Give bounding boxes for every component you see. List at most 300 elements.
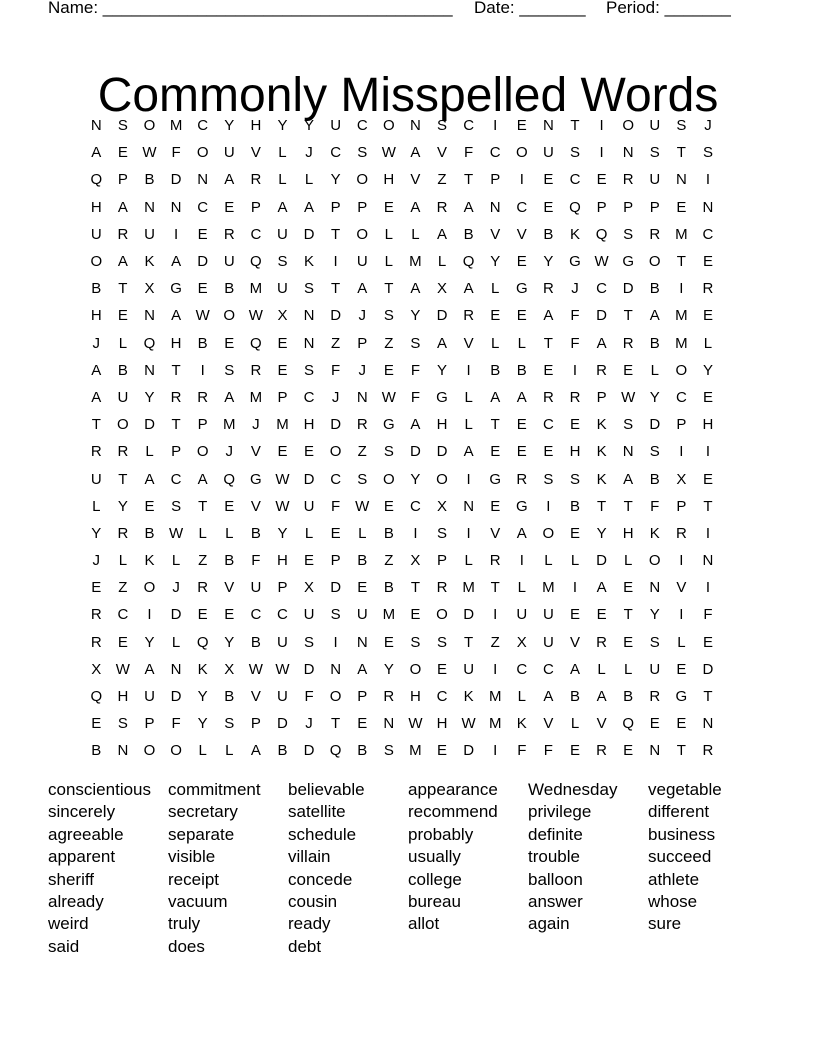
grid-letter[interactable]: A — [144, 660, 155, 678]
grid-letter[interactable]: P — [357, 688, 368, 706]
grid-letter[interactable]: K — [144, 253, 155, 271]
grid-letter[interactable]: W — [195, 307, 210, 325]
grid-letter[interactable]: U — [516, 606, 528, 624]
grid-letter[interactable]: D — [596, 307, 607, 325]
grid-letter[interactable]: D — [436, 307, 448, 325]
grid-letter[interactable]: M — [675, 307, 688, 325]
grid-letter[interactable]: Q — [250, 253, 262, 271]
grid-letter[interactable]: O — [90, 253, 103, 271]
grid-letter[interactable]: Y — [702, 361, 713, 379]
grid-letter[interactable]: N — [649, 579, 661, 597]
grid-letter[interactable]: N — [144, 198, 155, 216]
grid-letter[interactable]: T — [198, 497, 208, 515]
grid-letter[interactable]: L — [198, 524, 207, 542]
grid-letter[interactable]: E — [569, 524, 580, 542]
grid-letter[interactable]: F — [171, 144, 181, 162]
grid-letter[interactable]: D — [170, 606, 182, 624]
grid-letter[interactable]: E — [623, 361, 634, 379]
grid-letter[interactable]: S — [117, 715, 128, 733]
grid-letter[interactable]: E — [383, 198, 394, 216]
grid-letter[interactable]: P — [676, 497, 687, 515]
grid-letter[interactable]: I — [413, 524, 418, 542]
grid-letter[interactable]: A — [117, 253, 128, 271]
grid-letter[interactable]: R — [596, 742, 607, 760]
grid-letter[interactable]: L — [411, 225, 420, 243]
grid-letter[interactable]: Q — [223, 470, 236, 488]
grid-letter[interactable]: T — [464, 633, 474, 651]
grid-letter[interactable]: V — [490, 524, 501, 542]
grid-letter[interactable]: R — [197, 388, 209, 406]
grid-letter[interactable]: L — [225, 742, 234, 760]
grid-letter[interactable]: L — [145, 443, 154, 461]
grid-letter[interactable]: R — [702, 742, 714, 760]
grid-letter[interactable]: O — [409, 660, 422, 678]
grid-letter[interactable]: R — [649, 688, 661, 706]
grid-letter[interactable]: A — [224, 388, 235, 406]
grid-letter[interactable]: U — [223, 144, 235, 162]
grid-letter[interactable]: A — [250, 742, 261, 760]
grid-letter[interactable]: E — [543, 443, 554, 461]
grid-letter[interactable]: L — [491, 280, 500, 298]
grid-letter[interactable]: H — [569, 443, 581, 461]
grid-letter[interactable]: T — [676, 253, 686, 271]
grid-letter[interactable]: V — [569, 633, 580, 651]
grid-letter[interactable]: G — [515, 280, 528, 298]
grid-letter[interactable]: E — [676, 198, 687, 216]
grid-letter[interactable]: Q — [250, 334, 262, 352]
grid-letter[interactable]: X — [516, 633, 527, 651]
grid-letter[interactable]: R — [250, 361, 262, 379]
grid-letter[interactable]: M — [542, 579, 555, 597]
grid-letter[interactable]: V — [596, 715, 607, 733]
grid-letter[interactable]: D — [330, 579, 342, 597]
grid-letter[interactable]: O — [143, 579, 156, 597]
grid-letter[interactable]: T — [703, 688, 713, 706]
grid-letter[interactable]: V — [516, 225, 527, 243]
grid-letter[interactable]: D — [170, 688, 182, 706]
grid-letter[interactable]: M — [223, 416, 236, 434]
grid-letter[interactable]: A — [437, 334, 448, 352]
grid-letter[interactable]: I — [705, 524, 711, 542]
grid-letter[interactable]: N — [410, 117, 421, 135]
grid-letter[interactable]: S — [569, 470, 580, 488]
grid-letter[interactable]: P — [197, 416, 208, 434]
grid-letter[interactable]: F — [410, 388, 420, 406]
grid-letter[interactable]: T — [543, 334, 553, 352]
grid-letter[interactable]: T — [410, 579, 420, 597]
grid-letter[interactable]: E — [649, 715, 660, 733]
grid-letter[interactable]: R — [90, 443, 102, 461]
grid-letter[interactable]: B — [117, 361, 128, 379]
grid-letter[interactable]: B — [516, 361, 527, 379]
grid-letter[interactable]: R — [542, 388, 554, 406]
grid-letter[interactable]: J — [358, 307, 366, 325]
grid-letter[interactable]: M — [249, 388, 263, 406]
grid-letter[interactable]: A — [543, 307, 554, 325]
grid-letter[interactable]: D — [702, 660, 714, 678]
grid-letter[interactable]: U — [277, 633, 288, 651]
grid-letter[interactable]: V — [250, 688, 261, 706]
grid-letter[interactable]: A — [357, 280, 368, 298]
grid-letter[interactable]: Y — [596, 524, 607, 542]
grid-letter[interactable]: B — [144, 524, 155, 542]
grid-letter[interactable]: E — [197, 280, 208, 298]
grid-letter[interactable]: U — [250, 579, 262, 597]
grid-letter[interactable]: Y — [330, 171, 341, 189]
grid-letter[interactable]: L — [384, 225, 393, 243]
grid-letter[interactable]: A — [410, 144, 421, 162]
grid-letter[interactable]: E — [543, 198, 554, 216]
grid-letter[interactable]: Z — [490, 633, 500, 651]
grid-letter[interactable]: J — [358, 361, 366, 379]
grid-letter[interactable]: D — [303, 660, 315, 678]
grid-letter[interactable]: Y — [490, 253, 501, 271]
grid-letter[interactable]: Y — [410, 307, 421, 325]
grid-letter[interactable]: P — [490, 171, 501, 189]
grid-letter[interactable]: C — [330, 144, 342, 162]
grid-letter[interactable]: C — [542, 660, 554, 678]
grid-letter[interactable]: Y — [304, 117, 315, 135]
grid-letter[interactable]: Q — [143, 334, 156, 352]
grid-letter[interactable]: E — [516, 117, 527, 135]
grid-letter[interactable]: C — [542, 416, 554, 434]
grid-letter[interactable]: L — [384, 253, 393, 271]
grid-letter[interactable]: C — [250, 225, 262, 243]
grid-letter[interactable]: L — [304, 524, 314, 542]
grid-letter[interactable]: E — [117, 144, 128, 162]
grid-letter[interactable]: M — [249, 280, 263, 298]
grid-letter[interactable]: E — [277, 334, 288, 352]
grid-letter[interactable]: V — [463, 334, 474, 352]
grid-letter[interactable]: O — [170, 742, 182, 760]
grid-letter[interactable]: L — [624, 552, 633, 570]
grid-letter[interactable]: R — [197, 579, 209, 597]
grid-letter[interactable]: K — [197, 660, 208, 678]
grid-letter[interactable]: E — [91, 715, 102, 733]
grid-letter[interactable]: T — [490, 416, 500, 434]
grid-letter[interactable]: X — [437, 497, 448, 515]
grid-letter[interactable]: J — [331, 388, 340, 406]
grid-letter[interactable]: P — [649, 198, 660, 216]
grid-letter[interactable]: R — [463, 307, 475, 325]
grid-letter[interactable]: R — [675, 524, 687, 542]
grid-letter[interactable]: C — [463, 117, 475, 135]
grid-letter[interactable]: F — [703, 606, 713, 624]
grid-letter[interactable]: Q — [622, 715, 634, 733]
grid-letter[interactable]: V — [224, 579, 235, 597]
grid-letter[interactable]: Z — [118, 579, 128, 597]
grid-letter[interactable]: P — [330, 198, 341, 216]
grid-letter[interactable]: B — [91, 280, 102, 298]
date-field[interactable]: Date: _______ — [474, 0, 586, 17]
grid-letter[interactable]: N — [303, 334, 315, 352]
grid-letter[interactable]: A — [171, 253, 182, 271]
grid-letter[interactable]: U — [90, 470, 102, 488]
grid-letter[interactable]: W — [248, 660, 263, 678]
grid-letter[interactable]: E — [569, 742, 580, 760]
grid-letter[interactable]: E — [702, 253, 713, 271]
grid-letter[interactable]: C — [702, 225, 714, 243]
grid-letter[interactable]: E — [304, 552, 315, 570]
grid-letter[interactable]: L — [517, 579, 526, 597]
grid-letter[interactable]: T — [623, 606, 633, 624]
grid-letter[interactable]: I — [200, 361, 205, 379]
grid-letter[interactable]: R — [569, 388, 581, 406]
grid-letter[interactable]: P — [330, 552, 341, 570]
grid-letter[interactable]: A — [171, 307, 182, 325]
grid-letter[interactable]: D — [303, 742, 315, 760]
grid-letter[interactable]: U — [277, 280, 288, 298]
grid-letter[interactable]: O — [117, 416, 129, 434]
grid-letter[interactable]: Y — [197, 715, 208, 733]
grid-letter[interactable]: L — [118, 334, 128, 352]
grid-letter[interactable]: S — [117, 117, 128, 135]
grid-letter[interactable]: N — [330, 660, 342, 678]
grid-letter[interactable]: N — [702, 715, 714, 733]
grid-letter[interactable]: I — [493, 606, 498, 624]
grid-letter[interactable]: U — [649, 171, 661, 189]
grid-letter[interactable]: P — [277, 579, 288, 597]
grid-letter[interactable]: E — [623, 633, 634, 651]
grid-letter[interactable]: I — [679, 606, 684, 624]
grid-letter[interactable]: M — [675, 225, 688, 243]
grid-letter[interactable]: O — [436, 606, 448, 624]
grid-letter[interactable]: W — [594, 253, 609, 271]
grid-letter[interactable]: F — [251, 552, 261, 570]
grid-letter[interactable]: T — [171, 361, 181, 379]
grid-letter[interactable]: Y — [224, 117, 235, 135]
grid-letter[interactable]: F — [517, 742, 527, 760]
grid-letter[interactable]: W — [142, 144, 157, 162]
grid-letter[interactable]: B — [357, 552, 368, 570]
grid-letter[interactable]: E — [569, 606, 580, 624]
grid-letter[interactable]: P — [596, 198, 607, 216]
grid-letter[interactable]: X — [224, 660, 235, 678]
grid-letter[interactable]: D — [622, 280, 634, 298]
grid-letter[interactable]: E — [357, 579, 368, 597]
grid-letter[interactable]: S — [676, 117, 687, 135]
grid-letter[interactable]: Y — [649, 606, 660, 624]
grid-letter[interactable]: L — [597, 660, 606, 678]
grid-letter[interactable]: X — [410, 552, 421, 570]
grid-letter[interactable]: B — [463, 225, 474, 243]
grid-letter[interactable]: X — [437, 280, 448, 298]
grid-letter[interactable]: X — [144, 280, 155, 298]
grid-letter[interactable]: O — [542, 524, 555, 542]
grid-letter[interactable]: G — [436, 388, 448, 406]
grid-letter[interactable]: L — [118, 552, 128, 570]
grid-letter[interactable]: F — [464, 144, 474, 162]
grid-letter[interactable]: I — [705, 171, 711, 189]
grid-letter[interactable]: U — [330, 117, 342, 135]
grid-letter[interactable]: Q — [329, 742, 342, 760]
grid-letter[interactable]: X — [91, 660, 102, 678]
grid-letter[interactable]: E — [357, 715, 368, 733]
grid-letter[interactable]: N — [675, 171, 687, 189]
grid-letter[interactable]: X — [277, 307, 288, 325]
grid-letter[interactable]: S — [304, 361, 315, 379]
grid-letter[interactable]: P — [357, 334, 368, 352]
grid-letter[interactable]: R — [702, 280, 714, 298]
grid-letter[interactable]: O — [329, 443, 342, 461]
grid-letter[interactable]: Y — [144, 633, 155, 651]
grid-letter[interactable]: A — [144, 470, 155, 488]
grid-letter[interactable]: R — [90, 633, 102, 651]
grid-letter[interactable]: A — [277, 198, 288, 216]
grid-letter[interactable]: N — [489, 198, 501, 216]
grid-letter[interactable]: E — [224, 198, 235, 216]
grid-letter[interactable]: R — [117, 524, 129, 542]
grid-letter[interactable]: R — [622, 171, 634, 189]
grid-letter[interactable]: B — [144, 171, 155, 189]
grid-letter[interactable]: T — [596, 497, 607, 515]
grid-letter[interactable]: K — [596, 470, 607, 488]
grid-letter[interactable]: X — [676, 470, 687, 488]
grid-letter[interactable]: I — [519, 552, 524, 570]
grid-letter[interactable]: L — [198, 742, 207, 760]
period-field[interactable]: Period: _______ — [606, 0, 731, 17]
grid-letter[interactable]: B — [224, 688, 235, 706]
grid-letter[interactable]: C — [569, 171, 581, 189]
grid-letter[interactable]: R — [223, 225, 235, 243]
grid-letter[interactable]: R — [356, 416, 368, 434]
grid-letter[interactable]: E — [144, 497, 155, 515]
grid-letter[interactable]: Y — [277, 117, 288, 135]
grid-letter[interactable]: J — [225, 443, 234, 461]
grid-letter[interactable]: J — [92, 334, 101, 352]
grid-letter[interactable]: J — [305, 715, 313, 733]
grid-letter[interactable]: E — [330, 524, 341, 542]
grid-letter[interactable]: U — [542, 633, 554, 651]
grid-letter[interactable]: S — [623, 416, 634, 434]
grid-letter[interactable]: H — [410, 688, 421, 706]
grid-letter[interactable]: R — [436, 198, 448, 216]
grid-letter[interactable]: T — [118, 280, 128, 298]
grid-letter[interactable]: P — [357, 198, 368, 216]
grid-letter[interactable]: R — [250, 171, 262, 189]
grid-letter[interactable]: I — [546, 497, 551, 515]
grid-letter[interactable]: E — [702, 307, 713, 325]
grid-letter[interactable]: X — [304, 579, 315, 597]
grid-letter[interactable]: K — [463, 688, 474, 706]
grid-letter[interactable]: L — [544, 552, 553, 570]
grid-letter[interactable]: A — [596, 334, 607, 352]
grid-letter[interactable]: E — [596, 606, 607, 624]
grid-letter[interactable]: A — [569, 660, 580, 678]
grid-letter[interactable]: J — [704, 117, 712, 135]
grid-letter[interactable]: E — [516, 307, 527, 325]
grid-letter[interactable]: C — [197, 117, 209, 135]
grid-letter[interactable]: Y — [543, 253, 554, 271]
grid-letter[interactable]: I — [572, 579, 578, 597]
grid-letter[interactable]: H — [277, 552, 288, 570]
grid-letter[interactable]: C — [516, 198, 528, 216]
grid-letter[interactable]: F — [331, 361, 341, 379]
grid-letter[interactable]: Q — [90, 688, 103, 706]
grid-letter[interactable]: A — [596, 579, 607, 597]
grid-letter[interactable]: Y — [117, 497, 128, 515]
grid-letter[interactable]: O — [382, 470, 395, 488]
grid-letter[interactable]: Z — [437, 171, 447, 189]
grid-letter[interactable]: E — [516, 253, 527, 271]
grid-letter[interactable]: W — [248, 307, 263, 325]
grid-letter[interactable]: T — [331, 225, 341, 243]
grid-letter[interactable]: N — [702, 198, 714, 216]
grid-letter[interactable]: A — [649, 307, 660, 325]
grid-letter[interactable]: U — [277, 688, 288, 706]
grid-letter[interactable]: P — [277, 388, 288, 406]
grid-letter[interactable]: C — [356, 117, 368, 135]
grid-letter[interactable]: B — [569, 497, 580, 515]
grid-letter[interactable]: G — [515, 497, 528, 515]
grid-letter[interactable]: D — [170, 171, 182, 189]
grid-letter[interactable]: B — [91, 742, 102, 760]
grid-letter[interactable]: U — [303, 497, 315, 515]
grid-letter[interactable]: I — [599, 117, 604, 135]
grid-letter[interactable]: S — [383, 307, 394, 325]
grid-letter[interactable]: U — [144, 225, 155, 243]
grid-letter[interactable]: F — [570, 307, 580, 325]
grid-letter[interactable]: S — [702, 144, 713, 162]
grid-letter[interactable]: S — [383, 742, 394, 760]
grid-letter[interactable]: K — [304, 253, 315, 271]
grid-letter[interactable]: K — [596, 443, 607, 461]
grid-letter[interactable]: E — [702, 388, 713, 406]
grid-letter[interactable]: A — [410, 416, 421, 434]
grid-letter[interactable]: N — [463, 497, 475, 515]
grid-letter[interactable]: B — [383, 579, 394, 597]
grid-letter[interactable]: O — [196, 443, 209, 461]
grid-letter[interactable]: L — [464, 416, 473, 434]
grid-letter[interactable]: T — [331, 280, 341, 298]
grid-letter[interactable]: U — [144, 688, 155, 706]
grid-letter[interactable]: L — [464, 552, 473, 570]
grid-letter[interactable]: I — [466, 361, 471, 379]
grid-letter[interactable]: F — [650, 497, 660, 515]
grid-letter[interactable]: U — [649, 660, 661, 678]
grid-letter[interactable]: C — [436, 688, 448, 706]
grid-letter[interactable]: J — [92, 552, 101, 570]
grid-letter[interactable]: V — [676, 579, 687, 597]
grid-letter[interactable]: T — [570, 117, 580, 135]
grid-letter[interactable]: S — [224, 361, 235, 379]
grid-letter[interactable]: M — [169, 117, 183, 135]
grid-letter[interactable]: Y — [649, 388, 660, 406]
grid-letter[interactable]: V — [250, 443, 261, 461]
grid-letter[interactable]: C — [675, 388, 687, 406]
grid-letter[interactable]: L — [570, 552, 580, 570]
grid-letter[interactable]: S — [437, 633, 448, 651]
grid-letter[interactable]: P — [623, 198, 634, 216]
grid-letter[interactable]: O — [675, 361, 688, 379]
grid-letter[interactable]: S — [543, 470, 554, 488]
grid-letter[interactable]: J — [571, 280, 579, 298]
grid-letter[interactable]: D — [144, 416, 155, 434]
grid-letter[interactable]: K — [516, 715, 527, 733]
grid-letter[interactable]: P — [437, 552, 448, 570]
grid-letter[interactable]: D — [410, 443, 421, 461]
grid-letter[interactable]: N — [144, 361, 155, 379]
grid-letter[interactable]: S — [304, 633, 315, 651]
grid-letter[interactable]: E — [437, 660, 448, 678]
grid-letter[interactable]: E — [410, 606, 421, 624]
grid-letter[interactable]: Z — [384, 334, 394, 352]
grid-letter[interactable]: R — [90, 606, 102, 624]
grid-letter[interactable]: Y — [91, 524, 102, 542]
grid-letter[interactable]: T — [91, 416, 101, 434]
grid-letter[interactable]: L — [304, 171, 314, 189]
grid-letter[interactable]: M — [276, 416, 289, 434]
